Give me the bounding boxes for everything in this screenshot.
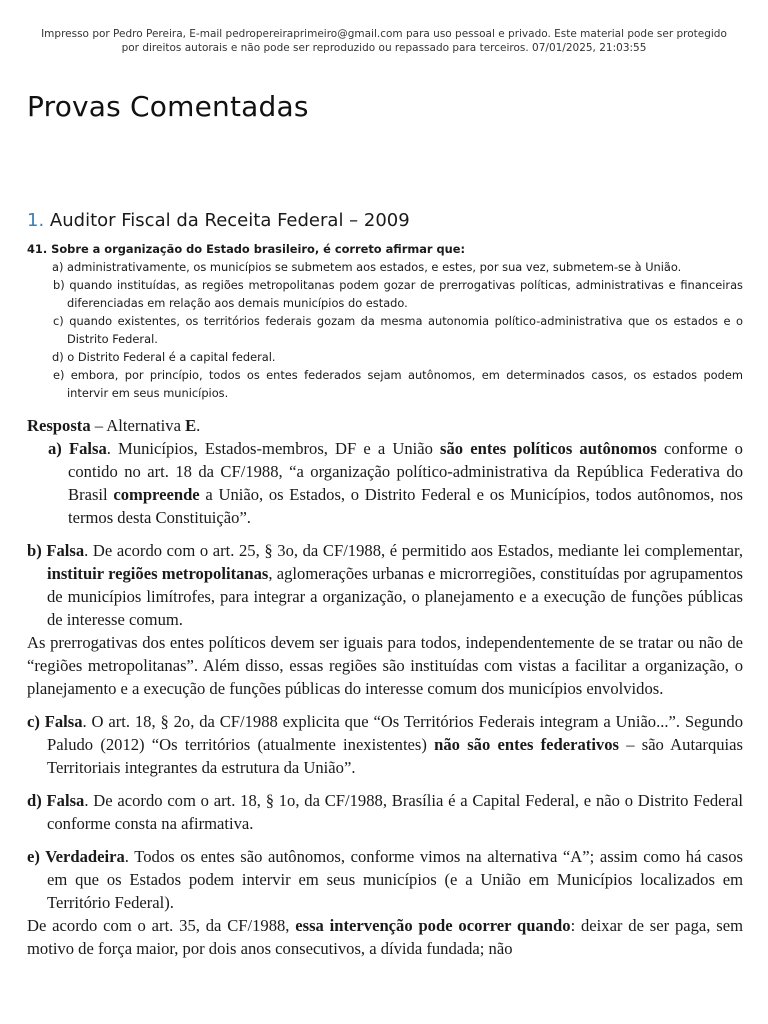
option-e: e) embora, por princípio, todos os entes federados sejam autônomos, em determinados casos, os estados podem intervir em seus municípios. (53, 368, 743, 400)
comment-e-label: e) Verdadeira (27, 847, 125, 866)
section-number: 1. (27, 210, 45, 231)
answer-commentary (27, 414, 743, 960)
comment-d: d) Falsa. De acordo com o art. 18, § 1o, da CF/1988, Brasília é a Capital Federal, e não o Distrito Federal conforme consta na afirmativa. (27, 791, 744, 833)
option-b: b) quando instituídas, as regiões metropolitanas podem gozar de prerrogativas políticas, administrativas e financeiras diferenciadas em relação aos demais municípios do estado. (53, 278, 743, 310)
comment-a-label: a) Falsa (48, 439, 107, 458)
comment-b-label: b) Falsa (27, 541, 85, 560)
answer-letter: E (185, 416, 197, 435)
print-notice-line-2: por direitos autorais e não pode ser reproduzido ou repassado para terceiros. 07/01/2025, 21:03:55 (121, 42, 647, 54)
comment-e-paragraph: De acordo com o art. 35, da CF/1988, essa intervenção pode ocorrer quando: deixar de ser paga, sem motivo de força maior, por dois anos consecutivos, a dívida fundada; não (27, 916, 743, 958)
section-heading (27, 210, 410, 231)
option-d: d) o Distrito Federal é a capital federal. (52, 350, 276, 364)
answer-label: Resposta (27, 416, 91, 435)
option-a: a) administrativamente, os municípios se submetem aos estados, e estes, por sua vez, submetem-se à União. (52, 260, 682, 274)
question-block (27, 240, 743, 402)
comment-b: b) Falsa. De acordo com o art. 25, § 3o, da CF/1988, é permitido aos Estados, mediante lei complementar, instituir regiões metropolitanas, aglomerações urbanas e microrregiões, constituídas por agrupamentos de municípios limítrofes, para integrar a organização, o planejamento e a execução de funções públicas de interesse comum. (27, 541, 743, 629)
section-title: Auditor Fiscal da Receita Federal – 2009 (49, 210, 410, 231)
comment-b-paragraph: As prerrogativas dos entes políticos devem ser iguais para todos, independentemente de se tratar ou não de “regiões metropolitanas”. Além disso, essas regiões são instituídas com vistas a facilitar a organização, o planejamento e a execução de funções públicas do interesse comum dos municípios envolvidos. (27, 633, 743, 698)
answer-header: Resposta – Alternativa E. (27, 416, 201, 435)
comment-a: a) Falsa. Municípios, Estados-membros, DF e a União são entes políticos autônomos conforme o contido no art. 18 da CF/1988, “a organização político-administrativa da República Federativa do Brasil compreende a União, os Estados, o Distrito Federal e os Municípios, todos autônomos, nos termos desta Constituição”. (48, 439, 743, 527)
page-title: Provas Comentadas (27, 90, 309, 123)
comment-c-label: c) Falsa (27, 712, 83, 731)
comment-c: c) Falsa. O art. 18, § 2o, da CF/1988 explicita que “Os Territórios Federais integram a União...”. Segundo Paludo (2012) “Os territórios (atualmente inexistentes) não são entes federativos – são Autarquias Territoriais integrantes da estrutura da União”. (27, 712, 743, 777)
comment-d-label: d) Falsa (27, 791, 85, 810)
print-notice (20, 27, 748, 55)
option-c: c) quando existentes, os territórios federais gozam da mesma autonomia político-administrativa que os estados e o Distrito Federal. (53, 314, 743, 346)
question-stem: 41. Sobre a organização do Estado brasileiro, é correto afirmar que: (27, 242, 466, 256)
print-notice-line-1: Impresso por Pedro Pereira, E-mail pedropereiraprimeiro@gmail.com para uso pessoal e privado. Este material pode ser protegido (41, 28, 727, 40)
comment-e: e) Verdadeira. Todos os entes são autônomos, conforme vimos na alternativa “A”; assim como há casos em que os Estados podem intervir em seus municípios (e a União em Municípios localizados em Território Federal). (27, 847, 743, 912)
